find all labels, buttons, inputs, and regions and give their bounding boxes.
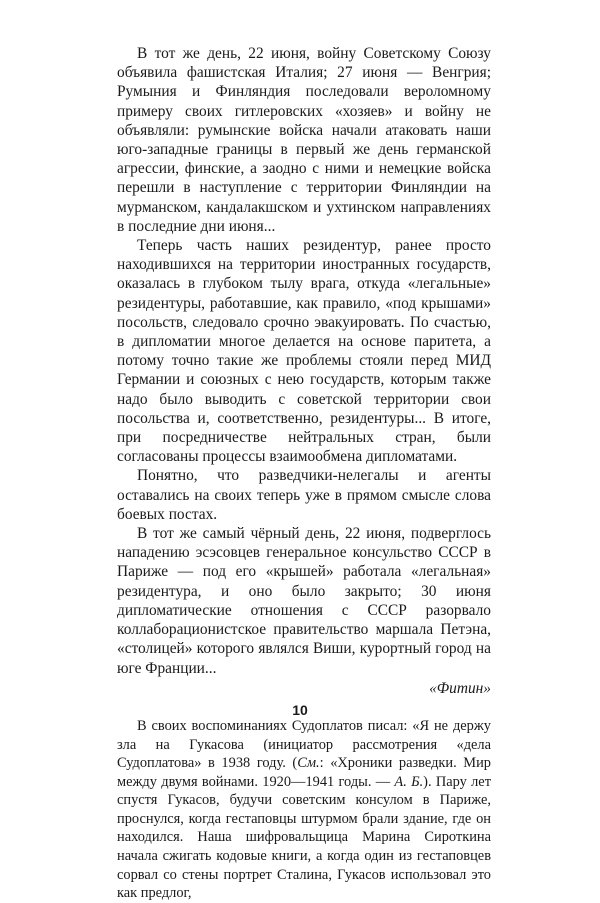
footnote-block [117,717,491,903]
page-body [117,44,491,903]
footnote-text-part1: В своих воспоминаниях Судоплатов писал: «Я не держу зла на Гукасова (инициатор рассмотрения «дела Судоплатова» в 1938 году. ( [117,717,491,772]
body-paragraph-1: В тот же день, 22 июня, войну Советскому Союзу объявила фашистская Италия; 27 июня — Венгрия; Румыния и Финляндия последовали вероломному примеру своих гитлеровских «хозяев» и войну не объявляли: румынские войска начали атаковать наши юго-западные границы в первый же день германской агрессии, финские, а заодно с ними и немецкие войска перешли в наступление с территории Финляндии на мурманском, кандалакшском и ухтинском направлениях в последние дни июня... [117,45,491,235]
page-number: 10 [292,702,308,718]
footnote-text-part3: ). Пару лет спустя Гукасов, будучи советским консулом в Париже, проснулся, когда гестаповцы штурмом брали здание, где он находился. Наша шифровальщица Марина Сироткина начала сжигать кодовые книги, а когда один из гестаповцев сорвал со стены портрет Сталина, Гукасов использовал это как предлог, [117,773,491,902]
body-paragraph-2: Теперь часть наших резидентур, ранее просто находившихся на территории иностранных государств, оказалась в глубоком тылу врага, откуда «легальные» резидентуры, работавшие, как правило, «под крышами» посольств, следовало срочно эвакуировать. По счастью, в дипломатии многое делается на основе паритета, а потому точно такие же проблемы стояли перед МИД Германии и союзных с нею государств, которым также надо было выводить с советской территории свои посольства и, соответственно, резидентуры... В итоге, при посредничестве нейтральных стран, были согласованы процессы взаимообмена дипломатами. [117,237,491,466]
body-paragraph-4: В тот же самый чёрный день, 22 июня, подверглось нападению эсэсовцев генеральное консульство СССР в Париже — под его «крышей» работала «легальная» резидентура, и оно было закрыто; 30 июня дипломатические отношения с СССР разорвало коллаборационистское правительство маршала Петэна, «столицей» которого являлся Виши, курортный город на юге Франции... [117,525,491,677]
footnote-text-part2: : «Хроники разведки. Мир между двумя войнами. 1920—1941 годы. — [117,755,491,790]
footnote-paragraph [117,717,491,903]
signature: «Фитин» [429,679,491,697]
footnote-see-label: См. [297,755,320,772]
footnote-author-initials: А. Б. [394,773,424,790]
body-paragraph-3: Понятно, что разведчики-нелегалы и агенты оставались на своих теперь уже в прямом смысле слова боевых постах. [117,467,491,523]
